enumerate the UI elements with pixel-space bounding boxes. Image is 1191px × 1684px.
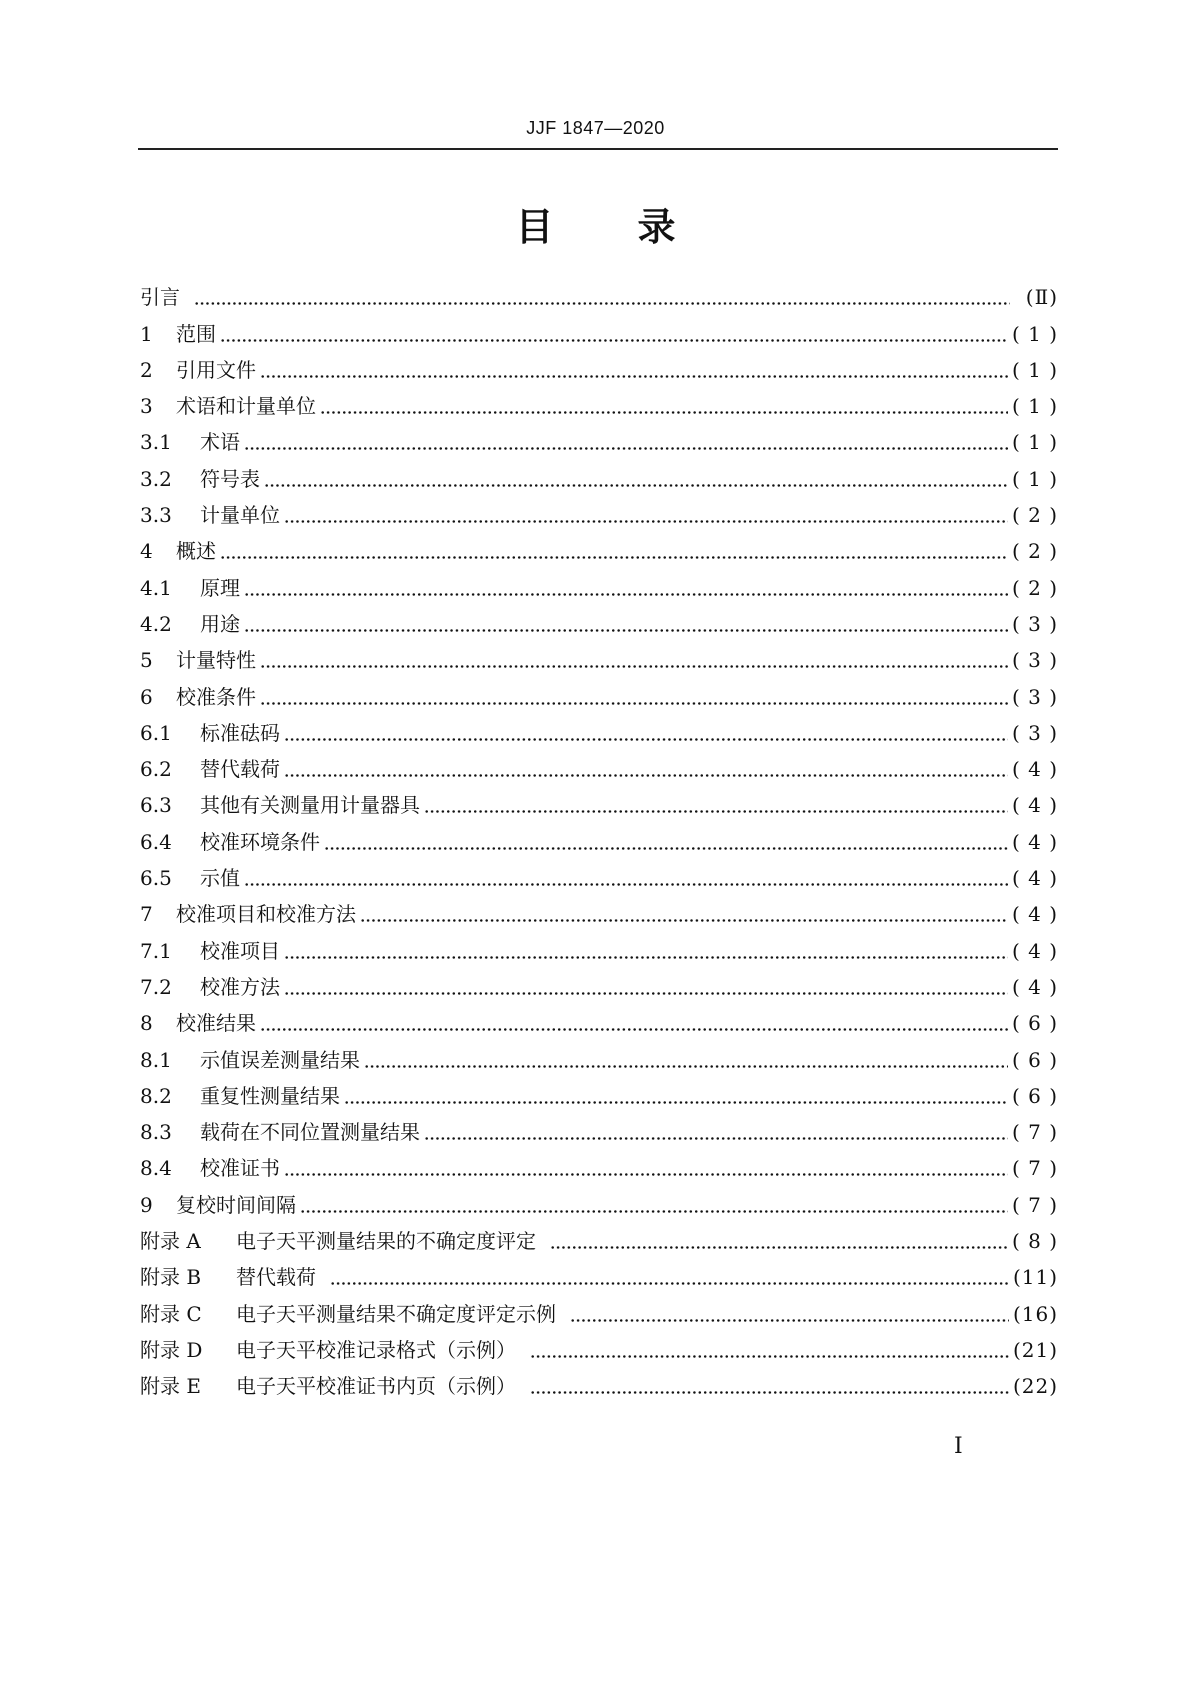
- dot-leader: [284, 717, 1008, 749]
- toc-entry[interactable]: [140, 713, 1058, 749]
- dot-leader: [260, 681, 1008, 713]
- dot-leader: [284, 499, 1008, 531]
- toc-entry[interactable]: [140, 858, 1058, 894]
- toc-entry-page: ( 4 ): [1011, 757, 1058, 782]
- dot-leader: [244, 426, 1008, 458]
- toc-entry[interactable]: [140, 894, 1058, 930]
- toc-entry-title: 原理: [200, 575, 240, 600]
- dot-leader: [264, 463, 1008, 495]
- toc-entry[interactable]: [140, 422, 1058, 458]
- toc-entry-number: 附录 B: [140, 1265, 202, 1290]
- toc-entry-page: ( 4 ): [1011, 902, 1058, 927]
- toc-entry-title: 用途: [200, 611, 240, 636]
- page-title-char: 录: [637, 205, 676, 249]
- dot-leader: [424, 1116, 1008, 1148]
- toc-entry-page: ( 2 ): [1011, 539, 1058, 564]
- toc-entry-title: 校准方法: [200, 974, 280, 999]
- toc-entry-number: 4: [140, 539, 153, 564]
- toc-entry-page: ( 1 ): [1011, 394, 1058, 419]
- toc-entry-title: 范围: [176, 321, 216, 346]
- dot-leader: [244, 608, 1008, 640]
- toc-entry-number: 6.1: [140, 720, 172, 745]
- toc-entry-title: 标准砝码: [200, 720, 280, 745]
- toc-entry-page: ( 7 ): [1011, 1156, 1058, 1181]
- toc-entry[interactable]: [140, 1039, 1058, 1075]
- toc-entry-page: ( 6 ): [1011, 1047, 1058, 1072]
- toc-entry-number: 7: [140, 902, 153, 927]
- dot-leader: [550, 1225, 1008, 1257]
- dot-leader: [244, 572, 1008, 604]
- page-title-char: 目: [515, 205, 554, 249]
- toc-entry[interactable]: [140, 350, 1058, 386]
- toc-entry-number: 1: [140, 321, 153, 346]
- toc-entry-number: 7.2: [140, 974, 172, 999]
- toc-entry-number: 8.4: [140, 1156, 172, 1181]
- toc-entry-title: 示值: [200, 866, 240, 891]
- toc-entry-title: 载荷在不同位置测量结果: [200, 1120, 420, 1145]
- toc-entry-page: (Ⅱ): [1025, 285, 1058, 310]
- toc-entry-page: ( 1 ): [1011, 357, 1058, 382]
- toc-entry[interactable]: [140, 277, 1058, 313]
- toc-entry[interactable]: [140, 567, 1058, 603]
- toc-entry-number: 8.2: [140, 1083, 172, 1108]
- dot-leader: [220, 318, 1008, 350]
- dot-leader: [284, 753, 1008, 785]
- toc-entry-number: 附录 A: [140, 1229, 201, 1254]
- toc-entry-number: 3.2: [140, 466, 172, 491]
- toc-entry[interactable]: [140, 1076, 1058, 1112]
- toc-entry-number: 9: [140, 1192, 153, 1217]
- toc-entry[interactable]: [140, 1184, 1058, 1220]
- toc-entry-title: 校准条件: [176, 684, 256, 709]
- toc-entry-number: 3: [140, 394, 153, 419]
- toc-entry[interactable]: [140, 676, 1058, 712]
- toc-entry-page: ( 4 ): [1011, 866, 1058, 891]
- toc-entry[interactable]: [140, 1112, 1058, 1148]
- toc-entry-title: 引言: [140, 285, 180, 310]
- dot-leader: [360, 898, 1008, 930]
- toc-entry[interactable]: [140, 1257, 1058, 1293]
- page-title: [0, 196, 1191, 251]
- toc-entry-page: ( 7 ): [1011, 1120, 1058, 1145]
- toc-entry-title: 电子天平校准记录格式（示例）: [236, 1337, 516, 1362]
- dot-leader: [300, 1189, 1008, 1221]
- toc-entry-title: 校准项目和校准方法: [176, 902, 356, 927]
- toc-entry[interactable]: [140, 1330, 1058, 1366]
- toc-entry-number: 6.3: [140, 793, 172, 818]
- toc-entry[interactable]: [140, 749, 1058, 785]
- toc-entry-page: ( 4 ): [1011, 793, 1058, 818]
- toc-entry-page: ( 3 ): [1011, 648, 1058, 673]
- toc-entry-number: 3.1: [140, 430, 172, 455]
- toc-entry-number: 6.5: [140, 866, 172, 891]
- toc-entry-page: ( 1 ): [1011, 321, 1058, 346]
- toc-entry-number: 2: [140, 357, 153, 382]
- toc-entry-title: 替代载荷: [236, 1265, 316, 1290]
- toc-entry-title: 术语: [200, 430, 240, 455]
- page-number: I: [954, 1434, 963, 1459]
- dot-leader: [324, 826, 1008, 858]
- toc-entry-page: ( 2 ): [1011, 503, 1058, 528]
- header-rule: [138, 148, 1058, 150]
- toc-entry-number: 8.3: [140, 1120, 172, 1145]
- toc-entry-title: 校准环境条件: [200, 829, 320, 854]
- dot-leader: [244, 862, 1008, 894]
- toc-entry-title: 引用文件: [176, 357, 256, 382]
- toc-entry-title: 计量单位: [200, 503, 280, 528]
- dot-leader: [570, 1298, 1009, 1330]
- toc-entry-page: (11): [1012, 1265, 1058, 1290]
- toc-entry-title: 校准项目: [200, 938, 280, 963]
- dot-leader: [530, 1334, 1009, 1366]
- toc-entry-title: 重复性测量结果: [200, 1083, 340, 1108]
- toc-entry[interactable]: [140, 386, 1058, 422]
- toc-entry-page: ( 6 ): [1011, 1083, 1058, 1108]
- dot-leader: [260, 644, 1008, 676]
- toc-entry[interactable]: [140, 495, 1058, 531]
- toc-entry-number: 6.2: [140, 757, 172, 782]
- dot-leader: [284, 971, 1008, 1003]
- toc-entry-page: ( 3 ): [1011, 720, 1058, 745]
- dot-leader: [284, 935, 1008, 967]
- toc-entry-page: ( 4 ): [1011, 938, 1058, 963]
- toc-entry-number: 3.3: [140, 503, 172, 528]
- dot-leader: [330, 1261, 1009, 1293]
- toc-entry[interactable]: [140, 1148, 1058, 1184]
- toc-entry-number: 7.1: [140, 938, 172, 963]
- table-of-contents: [140, 277, 1058, 1402]
- toc-entry-page: (16): [1012, 1301, 1058, 1326]
- dot-leader: [530, 1370, 1009, 1402]
- toc-entry-page: ( 4 ): [1011, 829, 1058, 854]
- toc-entry[interactable]: [140, 821, 1058, 857]
- toc-entry[interactable]: [140, 458, 1058, 494]
- toc-entry-page: (22): [1012, 1374, 1058, 1399]
- toc-entry-page: ( 6 ): [1011, 1011, 1058, 1036]
- toc-entry-number: 8: [140, 1011, 153, 1036]
- toc-entry-page: ( 1 ): [1011, 430, 1058, 455]
- toc-entry-title: 符号表: [200, 466, 260, 491]
- dot-leader: [220, 535, 1008, 567]
- toc-entry-number: 附录 D: [140, 1337, 203, 1362]
- toc-entry[interactable]: [140, 1221, 1058, 1257]
- toc-entry-number: 4.1: [140, 575, 172, 600]
- dot-leader: [194, 281, 1010, 313]
- toc-entry-page: ( 4 ): [1011, 974, 1058, 999]
- toc-entry-page: ( 7 ): [1011, 1192, 1058, 1217]
- toc-entry[interactable]: [140, 1003, 1058, 1039]
- toc-entry-title: 替代载荷: [200, 757, 280, 782]
- toc-entry[interactable]: [140, 1293, 1058, 1329]
- dot-leader: [260, 1007, 1008, 1039]
- toc-entry-page: ( 1 ): [1011, 466, 1058, 491]
- dot-leader: [284, 1152, 1008, 1184]
- toc-entry-number: 6.4: [140, 829, 172, 854]
- dot-leader: [320, 390, 1008, 422]
- toc-entry-page: ( 3 ): [1011, 684, 1058, 709]
- toc-entry-number: 5: [140, 648, 153, 673]
- toc-entry-number: 6: [140, 684, 153, 709]
- toc-entry[interactable]: [140, 967, 1058, 1003]
- toc-entry-number: 附录 C: [140, 1301, 202, 1326]
- dot-leader: [364, 1044, 1008, 1076]
- dot-leader: [344, 1080, 1008, 1112]
- toc-entry[interactable]: [140, 531, 1058, 567]
- toc-entry-title: 概述: [176, 539, 216, 564]
- toc-entry-number: 4.2: [140, 611, 172, 636]
- toc-entry[interactable]: [140, 930, 1058, 966]
- toc-entry-title: 电子天平测量结果的不确定度评定: [236, 1229, 536, 1254]
- toc-entry-number: 附录 E: [140, 1374, 201, 1399]
- toc-entry-page: (21): [1012, 1337, 1058, 1362]
- toc-entry[interactable]: [140, 785, 1058, 821]
- dot-leader: [260, 354, 1008, 386]
- toc-entry-number: 8.1: [140, 1047, 172, 1072]
- toc-entry-title: 校准结果: [176, 1011, 256, 1036]
- toc-entry-page: ( 2 ): [1011, 575, 1058, 600]
- toc-entry[interactable]: [140, 604, 1058, 640]
- toc-entry[interactable]: [140, 313, 1058, 349]
- toc-entry-title: 复校时间间隔: [176, 1192, 296, 1217]
- toc-entry-title: 电子天平测量结果不确定度评定示例: [236, 1301, 556, 1326]
- dot-leader: [424, 789, 1008, 821]
- toc-entry-page: ( 3 ): [1011, 611, 1058, 636]
- toc-entry[interactable]: [140, 640, 1058, 676]
- toc-entry-title: 术语和计量单位: [176, 394, 316, 419]
- toc-entry-title: 其他有关测量用计量器具: [200, 793, 420, 818]
- toc-entry-title: 计量特性: [176, 648, 256, 673]
- document-code-header: JJF 1847—2020: [526, 118, 665, 138]
- toc-entry-title: 校准证书: [200, 1156, 280, 1181]
- toc-entry-page: ( 8 ): [1011, 1229, 1058, 1254]
- toc-entry-title: 示值误差测量结果: [200, 1047, 360, 1072]
- toc-entry-title: 电子天平校准证书内页（示例）: [236, 1374, 516, 1399]
- toc-entry[interactable]: [140, 1366, 1058, 1402]
